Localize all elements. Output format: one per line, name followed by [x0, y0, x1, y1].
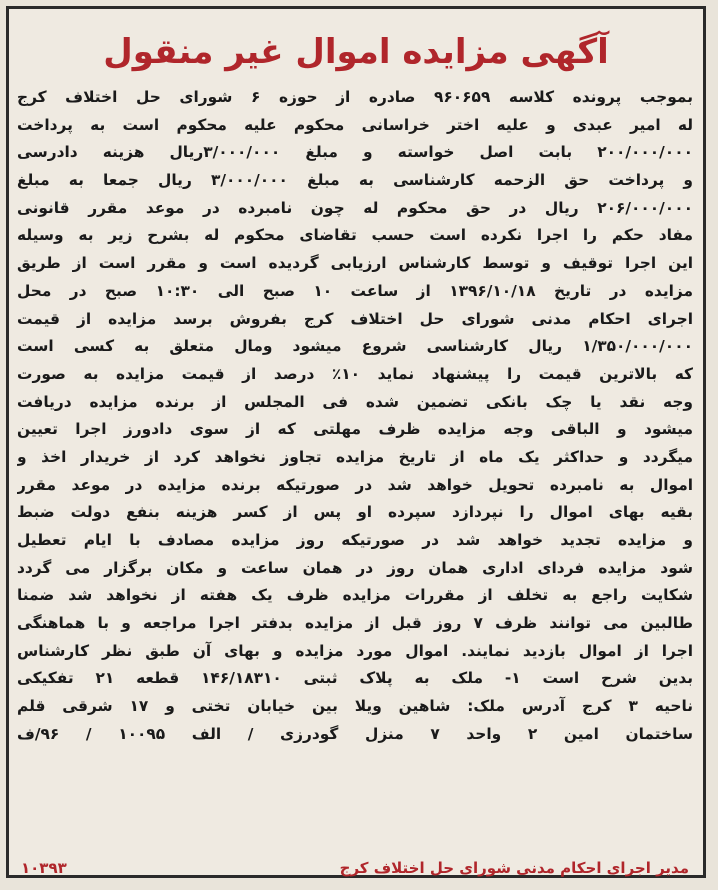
body-line: ساختمان امین ۲ واحد ۷ منزل گودرزی / الف ۱۰۰۹۵ / ۹۶/ف: [17, 724, 693, 743]
body-line: اجرای احکام مدنی شورای حل اختلاف کرج بفروش برسد مزایده از قیمت: [17, 309, 693, 328]
signature-line: مدیر اجرای احکام مدنی شورای حل اختلاف کرج: [339, 859, 689, 877]
body-line: ۲۰۰/۰۰۰/۰۰۰ بابت اصل خواسته و مبلغ ۳/۰۰۰/۰۰۰ریال هزینه دادرسی: [17, 143, 693, 162]
body-line: شکایت راجع به تخلف از مقررات مزایده ظرف یک هفته از نخواهد شد ضمنا: [17, 586, 693, 605]
body-line: اجرا از اموال بازدید نمایند. اموال مورد مزایده و بهای آن طبق نظر کارشناس: [17, 641, 693, 660]
body-line: بقیه بهای اموال را نپردازد سپرده او پس از کسر هزینه بنفع دولت ضبط: [17, 503, 693, 522]
body-line: میشود و الباقی وجه مزایده ظرف مهلتی که از سوی دادورز اجرا تعیین: [17, 420, 693, 439]
notice-code: ۱۰۳۹۳: [21, 859, 67, 877]
body-line: له امیر عبدی و علیه اختر خراسانی محکوم علیه محکوم است به پرداخت: [17, 115, 693, 134]
body-line: ۲۰۶/۰۰۰/۰۰۰ ریال در حق محکوم له چون نامبرده در موعد مقرر قانونی: [17, 198, 693, 217]
body-line: ۱/۳۵۰/۰۰۰/۰۰۰ ریال کارشناسی شروع میشود ومال متعلق به کسی است: [17, 337, 693, 356]
body-line: این اجرا توقیف و توسط کارشناس ارزیابی گردیده است و مقرر است از طریق: [17, 254, 693, 273]
body-line: و پرداخت حق الزحمه کارشناسی به مبلغ ۳/۰۰۰/۰۰۰ ریال جمعا به مبلغ: [17, 171, 693, 190]
body-line: شود مزایده فردای اداری همان روز در همان ساعت و مکان برگزار می گردد: [17, 558, 693, 577]
body-line: میگردد و حداکثر یک ماه از تاریخ مزایده تجاوز نخواهد کرد از خریدار اخذ و: [17, 447, 693, 466]
body-line: بدین شرح است ۱- ملک به پلاک ثبتی ۱۴۶/۱۸۳۱۰ قطعه ۲۱ تفکیکی: [17, 669, 693, 688]
body-line: که بالاترین قیمت را پیشنهاد نماید ۱۰٪ درصد از قیمت مزایده به صورت: [17, 364, 693, 383]
notice-frame: [6, 6, 706, 878]
notice-footer: [9, 859, 703, 883]
body-line: مزایده در تاریخ ۱۳۹۶/۱۰/۱۸ از ساعت ۱۰ صبح الی ۱۰:۳۰ صبح در محل: [17, 281, 693, 300]
notice-title: آگهی مزایده اموال غیر منقول: [103, 32, 609, 72]
body-line: بموجب پرونده کلاسه ۹۶۰۶۵۹ صادره از حوزه ۶ شورای حل اختلاف کرج: [17, 88, 693, 106]
body-line: مفاد حکم را اجرا نکرده است حسب تقاضای محکوم له بشرح زیر به وسیله: [17, 226, 693, 245]
body-line: وجه نقد یا چک بانکی تضمین شده فی المجلس از برنده مزایده دریافت: [17, 392, 693, 411]
body-line: ناحیه ۳ کرج آدرس ملک: شاهین ویلا بین خیابان تختی و ۱۷ شرقی قلم: [17, 697, 693, 716]
notice-body: [17, 84, 693, 749]
body-line: اموال به نامبرده تحویل خواهد شد در صورتیکه برنده مزایده در موعد مقرر: [17, 475, 693, 494]
body-line: و مزایده تجدید خواهد شد در صورتیکه روز مزایده مصادف با ایام تعطیل: [17, 531, 693, 549]
body-line: طالبین می توانند ظرف ۷ روز قبل از مزایده بدفتر اجرا مراجعه و با هماهنگی: [17, 614, 693, 633]
